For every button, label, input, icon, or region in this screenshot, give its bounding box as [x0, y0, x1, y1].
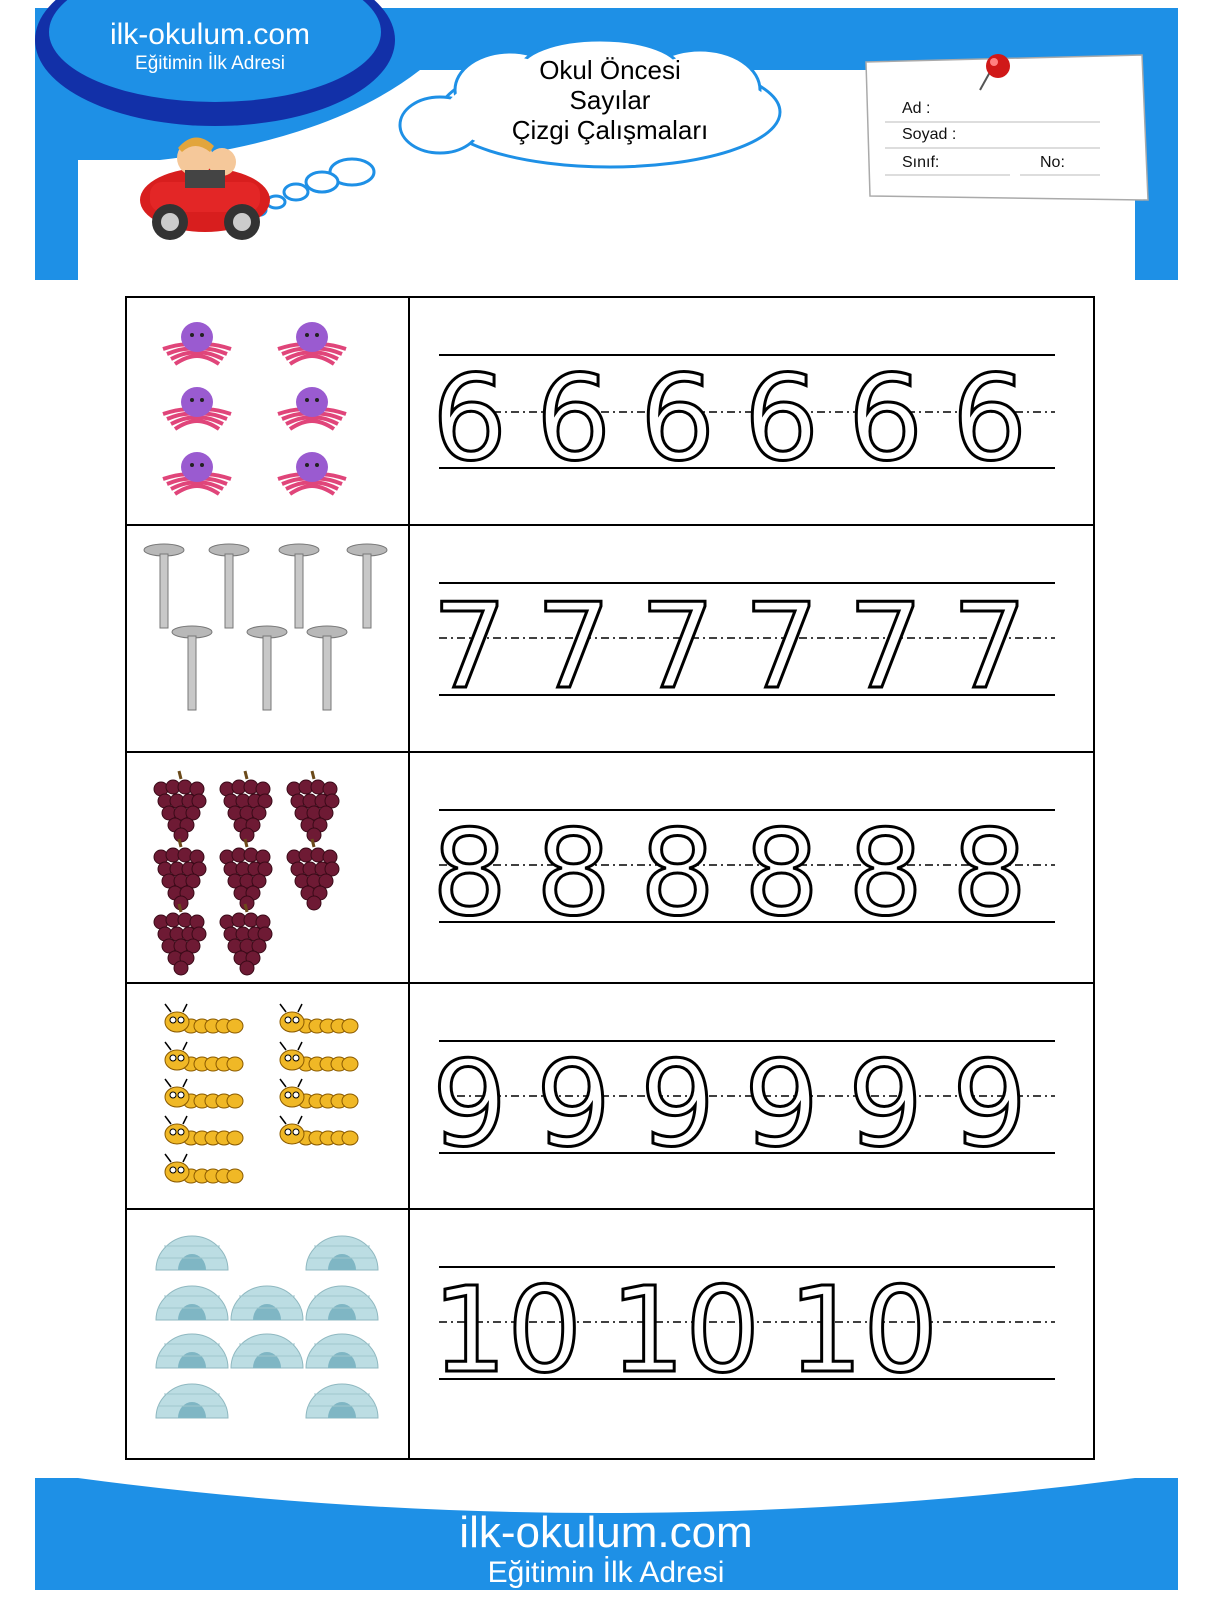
tracing-cell[interactable]: [410, 298, 1093, 524]
caterpillar-icon: [165, 1042, 243, 1071]
picture-cell: [127, 298, 410, 524]
igloo-icon: [231, 1286, 303, 1320]
caterpillar-icon: [165, 1079, 243, 1108]
grapes-icon: [287, 771, 339, 842]
igloo-icon: [156, 1286, 228, 1320]
picture-group: [127, 298, 410, 526]
picture-cell: [127, 1210, 410, 1458]
nail-icon: [144, 544, 184, 628]
tracing-digit[interactable]: 7: [432, 577, 508, 715]
tracing-digit[interactable]: 6: [848, 349, 924, 487]
tracing-digit[interactable]: 8: [848, 804, 924, 942]
grapes-icon: [220, 839, 272, 910]
surname-label: Soyad :: [902, 126, 957, 143]
number-row-8: [127, 753, 1093, 984]
octopus-icon: [163, 387, 231, 429]
grapes-icon: [154, 771, 206, 842]
tracing-digit[interactable]: 6: [640, 349, 716, 487]
igloo-icon: [156, 1334, 228, 1368]
tracing-digit[interactable]: 7: [640, 577, 716, 715]
picture-cell: [127, 526, 410, 751]
igloo-icon: [306, 1286, 378, 1320]
tracing-digit[interactable]: 10: [610, 1261, 761, 1399]
igloo-icon: [306, 1236, 378, 1270]
grapes-icon: [220, 771, 272, 842]
caterpillar-icon: [280, 1116, 358, 1145]
caterpillar-icon: [165, 1116, 243, 1145]
picture-cell: [127, 753, 410, 982]
name-label: Ad :: [902, 100, 931, 117]
tracing-digit[interactable]: 8: [744, 804, 820, 942]
number-row-6: [127, 298, 1093, 526]
number-row-9: [127, 984, 1093, 1210]
tracing-digit[interactable]: 7: [952, 577, 1028, 715]
picture-group: [127, 1210, 410, 1458]
caterpillar-icon: [165, 1004, 243, 1033]
number-label: No:: [1040, 154, 1065, 171]
octopus-icon: [163, 322, 231, 364]
igloo-icon: [306, 1334, 378, 1368]
igloo-icon: [156, 1236, 228, 1270]
number-row-10: [127, 1210, 1093, 1458]
tracing-cell[interactable]: [410, 984, 1093, 1208]
tracing-digit[interactable]: 6: [432, 349, 508, 487]
tracing-digit[interactable]: 6: [952, 349, 1028, 487]
title-line-1: Okul Öncesi: [539, 55, 681, 85]
nail-icon: [279, 544, 319, 628]
caterpillar-icon: [280, 1042, 358, 1071]
tracing-cell[interactable]: [410, 1210, 1093, 1458]
picture-group: [127, 984, 410, 1210]
header-site-name: ilk-okulum.com: [109, 18, 311, 51]
worksheet-table: [125, 296, 1095, 1460]
tracing-digit[interactable]: 8: [432, 804, 508, 942]
octopus-icon: [278, 322, 346, 364]
nail-icon: [247, 626, 287, 710]
footer-site-name: ilk-okulum.com: [459, 1508, 753, 1557]
tracing-digit[interactable]: 7: [848, 577, 924, 715]
worksheet-title: [470, 55, 750, 145]
caterpillar-icon: [280, 1079, 358, 1108]
tracing-digit[interactable]: 9: [536, 1035, 612, 1173]
tracing-digit[interactable]: 8: [640, 804, 716, 942]
tracing-digit[interactable]: 9: [848, 1035, 924, 1173]
nail-icon: [347, 544, 387, 628]
igloo-icon: [231, 1334, 303, 1368]
header-tagline: Eğitimin İlk Adresi: [135, 53, 285, 74]
tracing-cell[interactable]: [410, 753, 1093, 982]
nail-icon: [307, 626, 347, 710]
tracing-digit[interactable]: 9: [952, 1035, 1028, 1173]
igloo-icon: [156, 1384, 228, 1418]
octopus-icon: [163, 452, 231, 494]
tracing-digit[interactable]: 8: [536, 804, 612, 942]
footer-logo[interactable]: [0, 1510, 1212, 1590]
octopus-icon: [278, 387, 346, 429]
caterpillar-icon: [280, 1004, 358, 1033]
tracing-digit[interactable]: 6: [744, 349, 820, 487]
picture-group: [127, 753, 410, 984]
number-row-7: [127, 526, 1093, 753]
footer-tagline: Eğitimin İlk Adresi: [487, 1556, 725, 1589]
nail-icon: [209, 544, 249, 628]
header-logo[interactable]: [70, 18, 350, 76]
tracing-digit[interactable]: 9: [432, 1035, 508, 1173]
class-label: Sınıf:: [902, 154, 940, 171]
tracing-digit[interactable]: 9: [744, 1035, 820, 1173]
tracing-digit[interactable]: 8: [952, 804, 1028, 942]
picture-cell: [127, 984, 410, 1208]
tracing-digit[interactable]: 6: [536, 349, 612, 487]
tracing-digit[interactable]: 7: [536, 577, 612, 715]
grapes-icon: [220, 904, 272, 975]
tracing-digit[interactable]: 10: [788, 1261, 939, 1399]
grapes-icon: [287, 839, 339, 910]
nail-icon: [172, 626, 212, 710]
tracing-digit[interactable]: 7: [744, 577, 820, 715]
grapes-icon: [154, 839, 206, 910]
title-line-3: Çizgi Çalışmaları: [511, 115, 709, 145]
caterpillar-icon: [165, 1154, 243, 1183]
tracing-digit[interactable]: 9: [640, 1035, 716, 1173]
octopus-icon: [278, 452, 346, 494]
igloo-icon: [306, 1384, 378, 1418]
tracing-cell[interactable]: [410, 526, 1093, 751]
title-line-2: Sayılar: [569, 85, 651, 115]
picture-group: [127, 526, 410, 753]
grapes-icon: [154, 904, 206, 975]
tracing-digit[interactable]: 10: [432, 1261, 583, 1399]
